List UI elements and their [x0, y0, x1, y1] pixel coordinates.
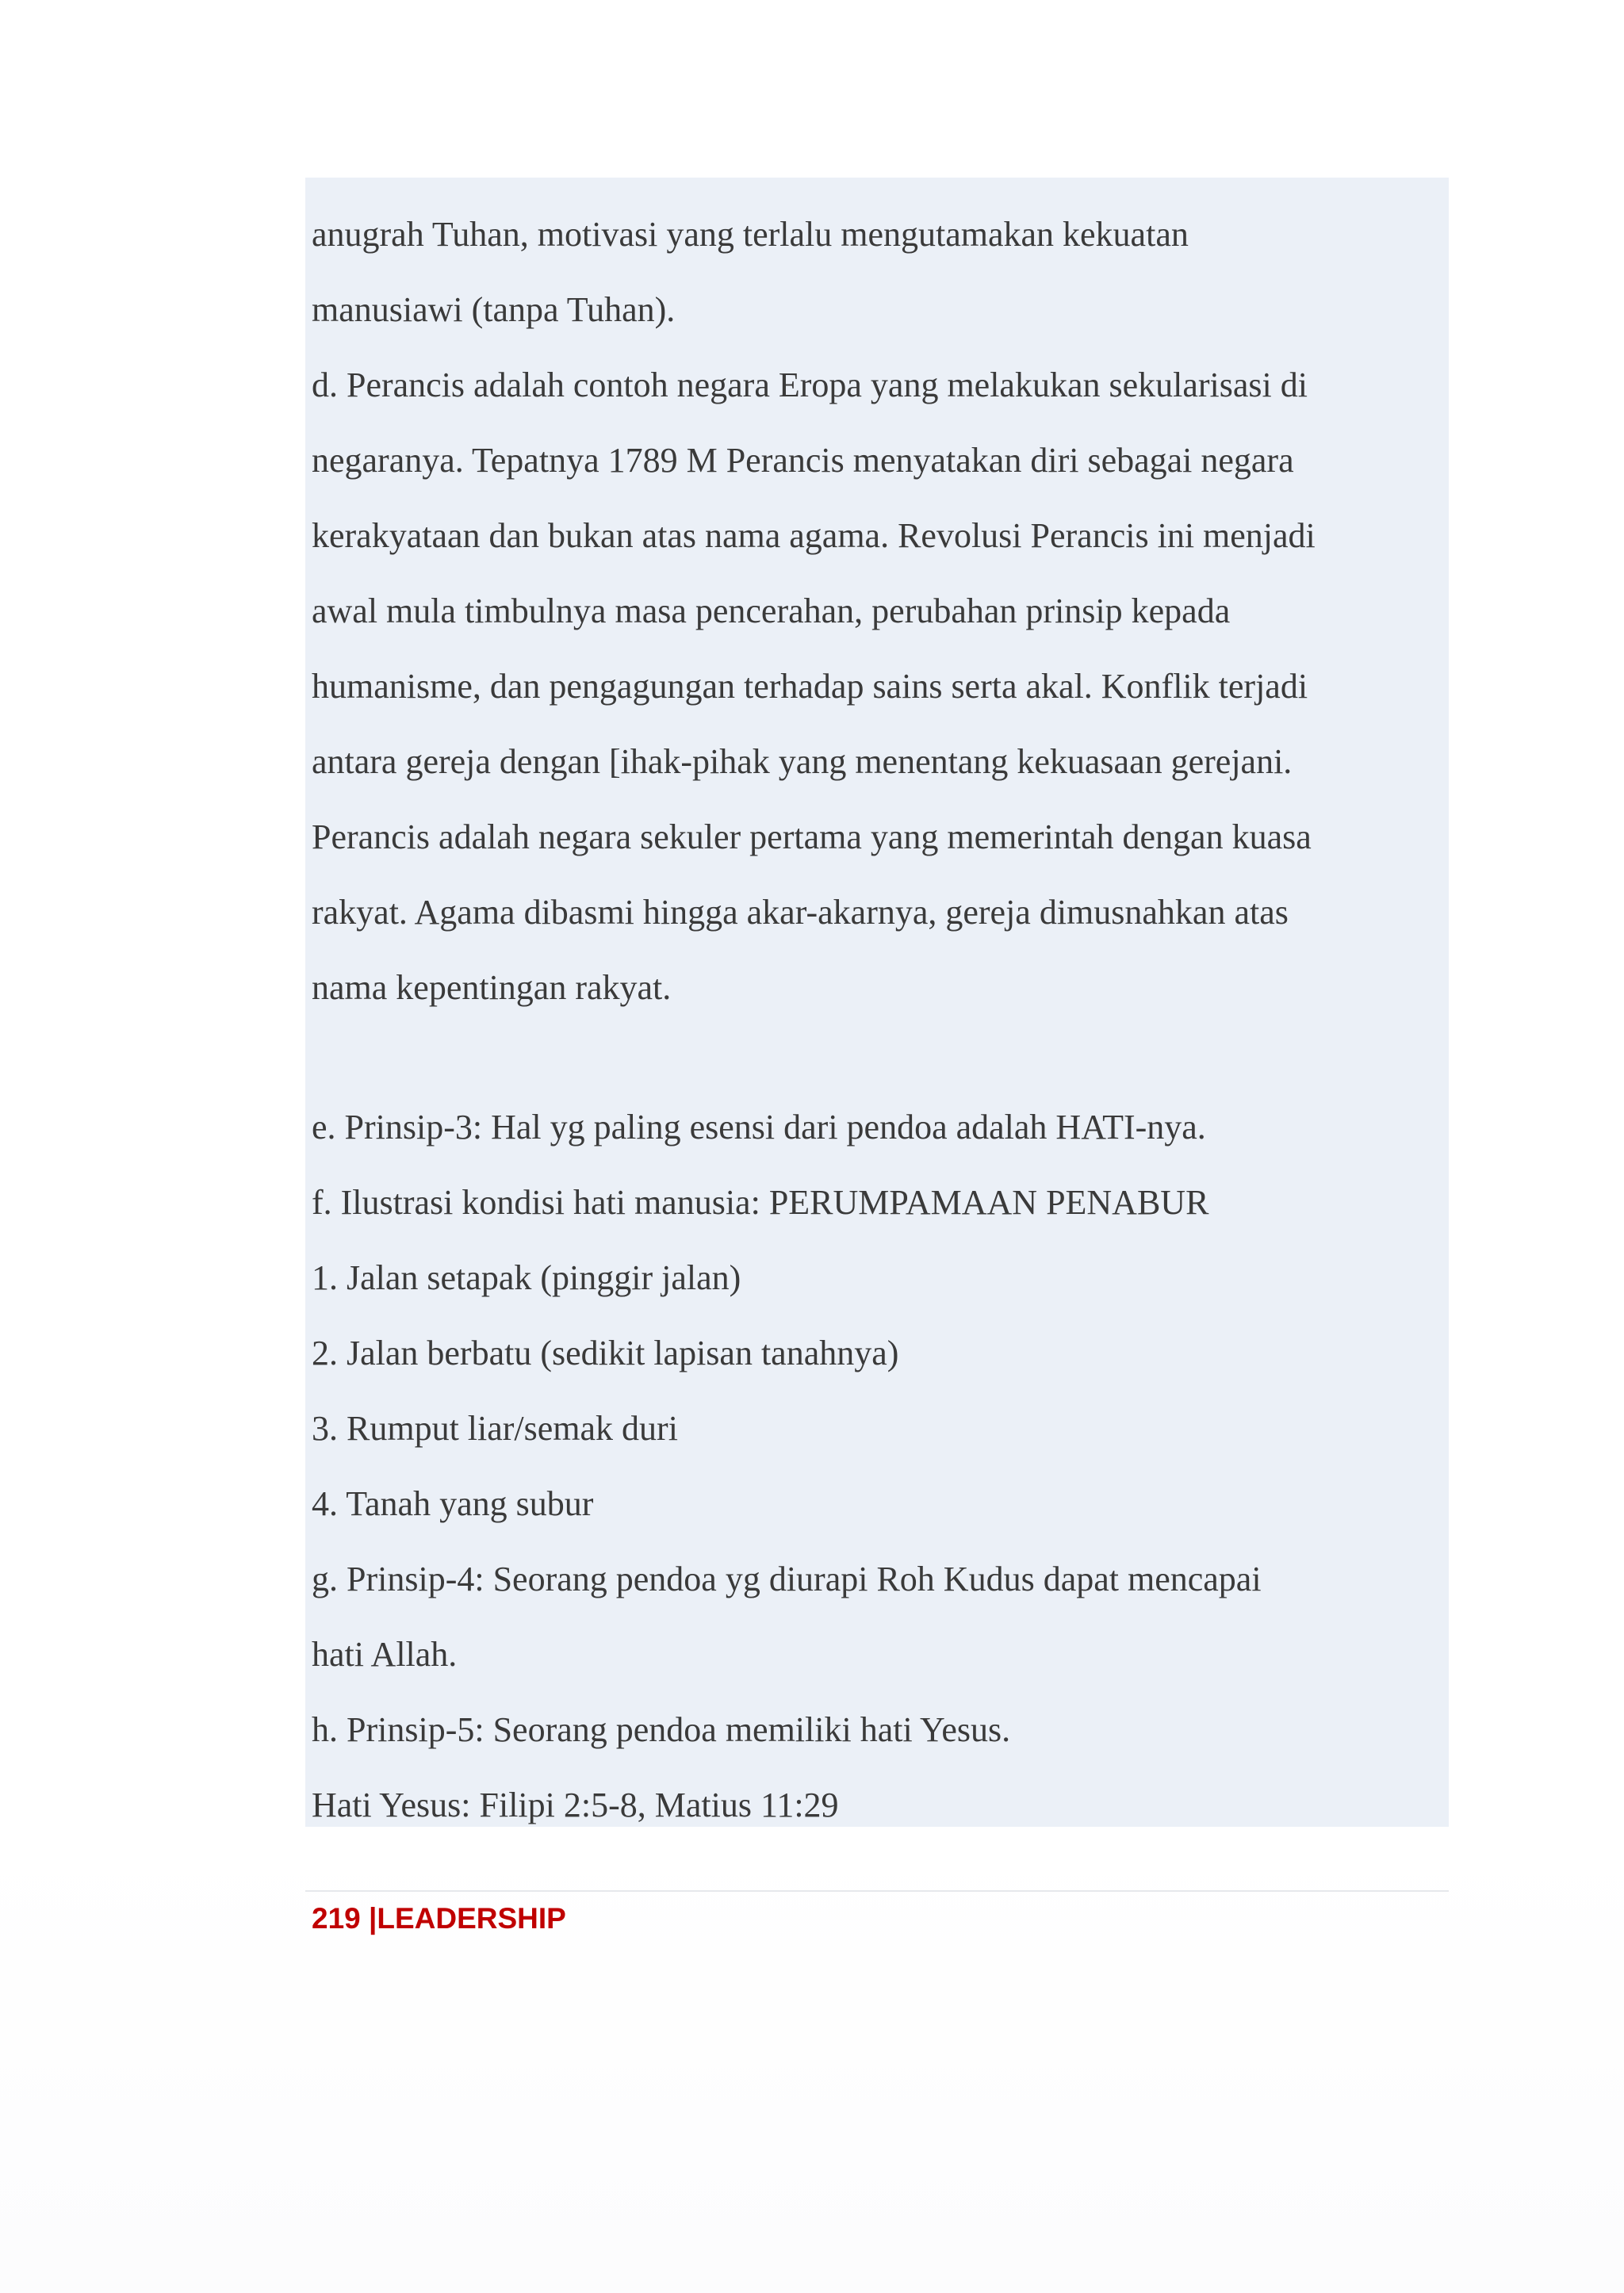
text-line: anugrah Tuhan, motivasi yang terlalu mengutamakan kekuatan: [312, 215, 1189, 254]
footer-divider: [305, 1890, 1449, 1892]
text-line: g. Prinsip-4: Seorang pendoa yg diurapi Roh Kudus dapat mencapai: [312, 1560, 1262, 1598]
text-line: manusiawi (tanpa Tuhan).: [312, 290, 676, 329]
text-line: d. Perancis adalah contoh negara Eropa yang melakukan sekularisasi di: [312, 366, 1308, 404]
list-item: 3. Rumput liar/semak duri: [312, 1409, 678, 1448]
text-line: antara gereja dengan [ihak-pihak yang menentang kekuasaan gerejani.: [312, 742, 1293, 781]
text-line: h. Prinsip-5: Seorang pendoa memiliki hati Yesus.: [312, 1710, 1011, 1749]
text-line: awal mula timbulnya masa pencerahan, perubahan prinsip kepada: [312, 591, 1231, 630]
text-line: kerakyataan dan bukan atas nama agama. Revolusi Perancis ini menjadi: [312, 516, 1316, 555]
text-line: Hati Yesus: Filipi 2:5-8, Matius 11:29: [312, 1786, 839, 1824]
text-line: e. Prinsip-3: Hal yg paling esensi dari pendoa adalah HATI-nya.: [312, 1108, 1206, 1146]
text-line: f. Ilustrasi kondisi hati manusia: PERUMPAMAAN PENABUR: [312, 1183, 1209, 1222]
footer-page-label: 219 |LEADERSHIP: [312, 1902, 566, 1935]
text-line: hati Allah.: [312, 1635, 458, 1674]
list-item: 2. Jalan berbatu (sedikit lapisan tanahnya): [312, 1334, 899, 1372]
list-item: 1. Jalan setapak (pinggir jalan): [312, 1258, 741, 1297]
text-line: humanisme, dan pengagungan terhadap sains serta akal. Konflik terjadi: [312, 667, 1308, 706]
list-item: 4. Tanah yang subur: [312, 1484, 594, 1523]
text-line: Perancis adalah negara sekuler pertama yang memerintah dengan kuasa: [312, 817, 1312, 856]
text-line: nama kepentingan rakyat.: [312, 968, 672, 1007]
text-line: rakyat. Agama dibasmi hingga akar-akarnya, gereja dimusnahkan atas: [312, 893, 1289, 932]
text-line: negaranya. Tepatnya 1789 M Perancis menyatakan diri sebagai negara: [312, 441, 1294, 480]
content-text-block: [305, 178, 1449, 1827]
